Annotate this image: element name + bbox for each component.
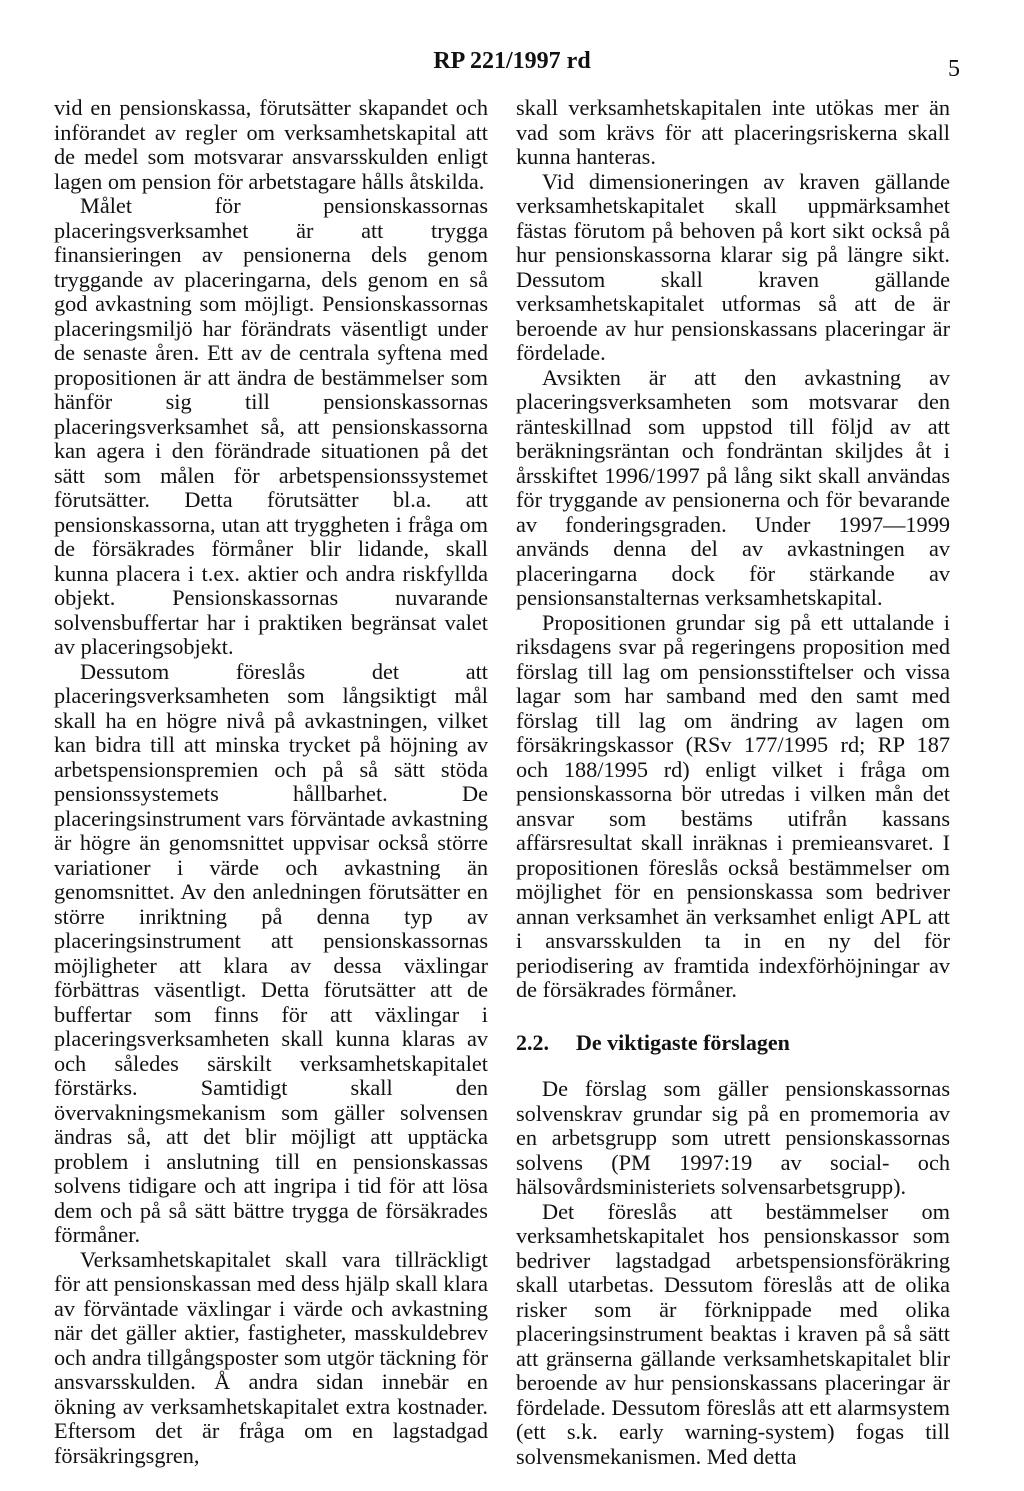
paragraph: Målet för pensionskassornas placeringsverksamhet är att trygga finansieringen av pensionerna dels genom tryggande av placeringarna, dels genom en så god avkastning som möjligt. Pensionskassornas placeringsmiljö har förändrats väsentligt under de senaste åren. Ett av de centrala syftena med propositionen är att ändra de bestämmelser som hänför sig till pensionskassornas placeringsverksamhet så, att pensionskassorna kan agera i den förändrade situationen på det sätt som målen för arbetspensionssystemet förutsätter. Detta förutsätter bl.a. att pensionskassorna, utan att tryggheten i fråga om de försäkrades förmåner blir lidande, skall kunna placera i t.ex. aktier och andra riskfyllda objekt. Pensionskassornas nuvarande solvensbuffertar har i praktiken begränsat valet av placeringsobjekt. [54, 193, 488, 659]
paragraph: Propositionen grundar sig på ett uttalande i riksdagens svar på regeringens proposition med förslag till lag om pensionsstiftelser och vissa lagar som har samband med den samt med förslag till lag om ändring av lagen om försäkringskassor (RSv 177/1995 rd; RP 187 och 188/1995 rd) enligt vilket i fråga om pensionskassorna bör utredas i vilken mån det ansvar som bestäms utifrån kassans affärsresultat skall inräknas i premieansvaret. I propositionen föreslås också bestämmelser om möjlighet för en pensionskassa som bedriver annan verksamhet än verksamhet enligt APL att i ansvarsskulden ta in en ny del för periodisering av framtida indexförhöjningar av de försäkrades förmåner. [516, 609, 950, 1002]
paragraph: vid en pensionskassa, förutsätter skapandet och införandet av regler om verksamhetskapital att de medel som motsvarar ansvarsskulden enligt lagen om pension för arbetstagare hålls åtskilda. [54, 95, 488, 194]
page-header [0, 44, 1024, 84]
page-number: 5 [948, 56, 960, 82]
section-title: De viktigaste förslagen [576, 1029, 790, 1055]
paragraph: skall verksamhetskapitalen inte utökas mer än vad som krävs för att placeringsriskerna skall kunna hanteras. [516, 95, 950, 169]
paragraph: Dessutom föreslås det att placeringsverksamheten som långsiktigt mål skall ha en högre nivå på avkastningen, vilket kan bidra till att minska trycket på höjning av arbetspensionspremien och på så sätt stöda pensionssystemets hållbarhet. De placeringsinstrument vars förväntade avkastning är högre än genomsnittet uppvisar också större variationer i värde och avkastning än genomsnittet. Av den anledningen förutsätter en större inriktning på denna typ av placeringsinstrument att pensionskassornas möjligheter att klara av dessa växlingar förbättras väsentligt. Detta förutsätter att de buffertar som finns för att växlingar i placeringsverksamheten skall kunna klaras av och således särskilt verksamhetskapitalet förstärks. Samtidigt skall den övervakningsmekanism som gäller solvensen ändras så, att det blir möjligt att upptäcka problem i anslutning till en pensionskassas solvens tidigare och att ingripa i tid för att lösa dem och på så sätt bättre trygga de försäkrades förmåner. [54, 658, 488, 1247]
paragraph: Verksamhetskapitalet skall vara tillräckligt för att pensionskassan med dess hjälp skall klara av förväntade växlingar i värde och avkastning när det gäller aktier, fastigheter, masskuldebrev och andra tillgångsposter som utgör täckning för ansvarsskulden. Å andra sidan innebär en ökning av verksamhetskapitalet extra kostnader. Eftersom det är fråga om en lagstadgad försäkringsgren, [54, 1246, 488, 1468]
section-heading [516, 1031, 950, 1056]
right-column [516, 96, 950, 1469]
paragraph: Det föreslås att bestämmelser om verksamhetskapitalet hos pensionskassor som bedriver lagstadgad arbetspensionsföräkring skall utarbetas. Dessutom föreslås att de olika risker som är förknippade med olika placeringsinstrument beaktas i kraven på så sätt att gränserna gällande verksamhetskapitalet blir beroende av hur pensionskassans placeringar är fördelade. Dessutom föreslås att ett alarmsystem (ett s.k. early warning-system) fogas till solvensmekanismen. Med detta [516, 1198, 950, 1469]
paragraph: Vid dimensioneringen av kraven gällande verksamhetskapitalet skall uppmärksamhet fästas förutom på behoven på kort sikt också på hur pensionskassorna klarar sig på längre sikt. Dessutom skall kraven gällande verksamhetskapitalet utformas så att de är beroende av hur pensionskassans placeringar är fördelade. [516, 168, 950, 365]
document-id: RP 221/1997 rd [433, 48, 591, 74]
section-number: 2.2. [516, 1029, 549, 1055]
paragraph: De förslag som gäller pensionskassornas solvenskrav grundar sig på en promemoria av en arbetsgrupp som utrett pensionskassornas solvens (PM 1997:19 av social- och hälsovårdsministeriets solvensarbetsgrupp). [516, 1076, 950, 1199]
left-column [54, 96, 488, 1468]
paragraph: Avsikten är att den avkastning av placeringsverksamheten som motsvarar den ränteskillnad som uppstod till följd av att beräkningsräntan och fondräntan skiljdes åt i årsskiftet 1996/1997 på lång sikt skall användas för tryggande av pensionerna och för bevarande av fonderingsgraden. Under 1997—1999 används denna del av avkastningen av placeringarna dock för stärkande av pensionsanstalternas verksamhetskapital. [516, 364, 950, 610]
